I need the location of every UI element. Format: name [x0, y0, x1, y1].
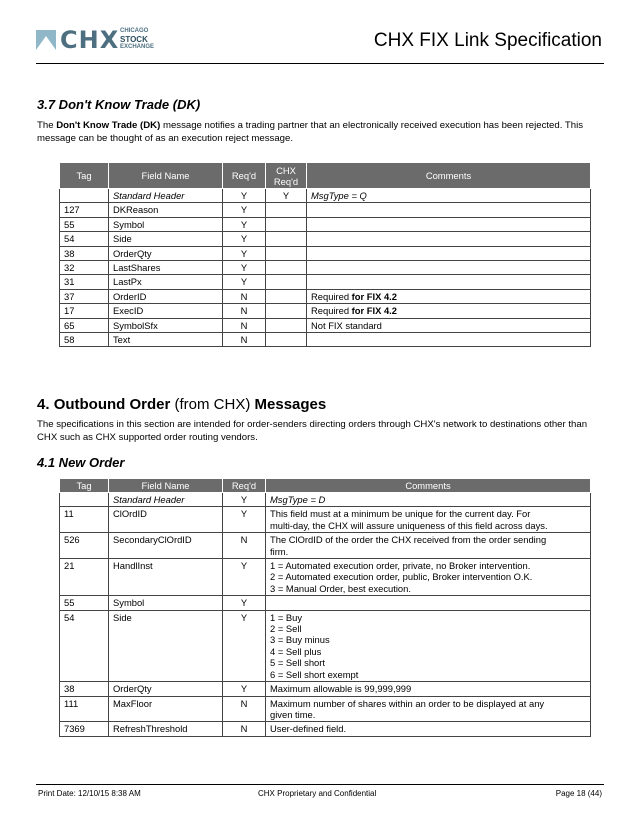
- table-row: [60, 610, 591, 681]
- table-row: [60, 722, 591, 736]
- cell-field-name: ExecID: [109, 304, 223, 318]
- cell-comments: [307, 275, 591, 289]
- table-row: [60, 507, 591, 533]
- section-heading-4: [37, 396, 326, 413]
- col-tag-header: Tag: [60, 163, 109, 189]
- col-comments-header: Comments: [307, 163, 591, 189]
- cell-tag: 65: [60, 318, 109, 332]
- cell-req: Y: [223, 559, 266, 596]
- cell-tag: 55: [60, 217, 109, 231]
- heading-bold-2: Messages: [254, 396, 327, 413]
- cell-comments: [266, 596, 591, 610]
- cell-comments: [307, 189, 591, 203]
- cell-tag: 55: [60, 596, 109, 610]
- comment-line: multi-day, the CHX will assure uniqueness of this field across days.: [270, 519, 548, 531]
- cell-req: Y: [223, 246, 266, 260]
- heading-num: 4.: [37, 396, 54, 413]
- cell-comments: [266, 507, 591, 533]
- table-row: [60, 203, 591, 217]
- cell-tag: 526: [60, 533, 109, 559]
- cell-field-name: LastShares: [109, 261, 223, 275]
- cell-chx-req: Y: [266, 189, 307, 203]
- comment-line: User-defined field.: [270, 723, 347, 735]
- comment-text: Required: [311, 290, 352, 302]
- cell-req: Y: [223, 682, 266, 696]
- section-4-paragraph: The specifications in this section are intended for order-senders directing orders through CHX's network to destinations other than CHX such as CHX supported order routing vendors.: [37, 419, 588, 443]
- table-row: [60, 232, 591, 246]
- logo-subtext: [120, 28, 154, 51]
- cell-tag: 38: [60, 682, 109, 696]
- cell-field-name: HandlInst: [109, 559, 223, 596]
- comment-line: The ClOrdID of the order the CHX received from the order sending: [270, 534, 547, 546]
- print-date: Print Date: 12/10/15 8:38 AM: [38, 789, 141, 798]
- cell-comments: [307, 304, 591, 318]
- cell-comments: [307, 333, 591, 347]
- cell-comments: [266, 533, 591, 559]
- comment-line: [270, 597, 586, 608]
- table-row: [60, 596, 591, 610]
- cell-chx-req: [266, 246, 307, 260]
- table-row: [60, 682, 591, 696]
- cell-field-name: SymbolSfx: [109, 318, 223, 332]
- cell-comments: [307, 232, 591, 246]
- cell-field-name: Side: [109, 610, 223, 681]
- cell-tag: 21: [60, 559, 109, 596]
- cell-tag: 32: [60, 261, 109, 275]
- table-row: [60, 217, 591, 231]
- logo-sub-2: STOCK: [120, 35, 148, 44]
- cell-field-name: Symbol: [109, 217, 223, 231]
- cell-comments: [307, 246, 591, 260]
- cell-req: N: [223, 304, 266, 318]
- cell-tag: [60, 493, 109, 507]
- table-row: [60, 275, 591, 289]
- cell-comments: [266, 610, 591, 681]
- cell-comments: [266, 493, 591, 507]
- cell-field-name: SecondaryClOrdID: [109, 533, 223, 559]
- cell-chx-req: [266, 232, 307, 246]
- col-field-header: Field Name: [109, 163, 223, 189]
- cell-chx-req: [266, 318, 307, 332]
- cell-chx-req: [266, 275, 307, 289]
- cell-req: Y: [223, 189, 266, 203]
- cell-req: N: [223, 722, 266, 736]
- cell-comments: [266, 722, 591, 736]
- cell-req: N: [223, 533, 266, 559]
- table-row: [60, 261, 591, 275]
- table-row: [60, 696, 591, 722]
- table-header-row: [60, 163, 591, 189]
- table-row: [60, 533, 591, 559]
- cell-req: N: [223, 333, 266, 347]
- cell-chx-req: [266, 203, 307, 217]
- comment-line: Maximum allowable is 99,999,999: [270, 683, 412, 695]
- col-chx-req-header: CHX Req'd: [266, 163, 307, 189]
- document-title: CHX FIX Link Specification: [373, 30, 602, 51]
- col-tag-header: Tag: [60, 479, 109, 493]
- cell-tag: 54: [60, 610, 109, 681]
- cell-tag: 38: [60, 246, 109, 260]
- heading-bold-1: Outbound Order: [53, 396, 171, 413]
- col-comments-header: Comments: [266, 479, 591, 493]
- comment-line: 3 = Buy minus: [270, 634, 330, 646]
- comment-text: Required: [311, 305, 352, 317]
- comment-line: 1 = Buy: [270, 611, 303, 623]
- cell-comments: [266, 559, 591, 596]
- cell-tag: 111: [60, 696, 109, 722]
- comment-line: firm.: [270, 545, 289, 557]
- cell-comments: [266, 682, 591, 696]
- chx-logo: [36, 28, 156, 54]
- cell-chx-req: [266, 289, 307, 303]
- cell-field-name: OrderID: [109, 289, 223, 303]
- cell-field-name: Text: [109, 333, 223, 347]
- comment-line: 1 = Automated execution order, private, no Broker intervention.: [270, 560, 531, 572]
- cell-req: Y: [223, 507, 266, 533]
- cell-chx-req: [266, 217, 307, 231]
- table-row: [60, 318, 591, 332]
- cell-req: Y: [223, 493, 266, 507]
- cell-tag: [60, 189, 109, 203]
- comment-line: 2 = Automated execution order, public, Broker intervention O.K.: [270, 571, 533, 583]
- comment-line: 2 = Sell: [270, 623, 302, 635]
- cell-field-name: OrderQty: [109, 682, 223, 696]
- section-heading-4-1: 4.1 New Order: [37, 455, 125, 470]
- cell-field-name: Side: [109, 232, 223, 246]
- cell-comments: [266, 696, 591, 722]
- comment-text: MsgType = Q: [311, 190, 367, 201]
- cell-field-name: Standard Header: [109, 189, 223, 203]
- table-row: [60, 333, 591, 347]
- comment-line: given time.: [270, 708, 316, 720]
- col-field-header: Field Name: [109, 479, 223, 493]
- cell-chx-req: [266, 333, 307, 347]
- logo-sub-1: CHICAGO: [120, 28, 149, 34]
- table-row: [60, 559, 591, 596]
- page-number: Page 18 (44): [555, 789, 602, 798]
- cell-field-name: Standard Header: [109, 493, 223, 507]
- section-3-7-paragraph: [37, 119, 599, 145]
- cell-req: Y: [223, 232, 266, 246]
- para-pre: The: [37, 120, 57, 131]
- page-footer: [36, 784, 604, 798]
- heading-normal: (from CHX): [170, 396, 255, 413]
- cell-req: N: [223, 318, 266, 332]
- col-req-header: Req'd: [223, 163, 266, 189]
- cell-comments: [307, 203, 591, 217]
- cell-req: Y: [223, 217, 266, 231]
- cell-tag: 7369: [60, 722, 109, 736]
- cell-req: N: [223, 289, 266, 303]
- comment-line: This field must at a minimum be unique for the current day. For: [270, 508, 531, 520]
- cell-field-name: RefreshThreshold: [109, 722, 223, 736]
- cell-chx-req: [266, 261, 307, 275]
- cell-tag: 11: [60, 507, 109, 533]
- cell-comments: [307, 289, 591, 303]
- cell-field-name: Symbol: [109, 596, 223, 610]
- logo-wordmark: CHX: [60, 26, 120, 54]
- cell-field-name: MaxFloor: [109, 696, 223, 722]
- table-row: [60, 304, 591, 318]
- comment-line: Maximum number of shares within an order to be displayed at any: [270, 697, 545, 709]
- cell-field-name: DKReason: [109, 203, 223, 217]
- header-rule: [36, 63, 604, 64]
- para-post: message notifies a trading partner that an electronically received execution has been rejected. This message can be thought of as an execution reject message.: [37, 120, 584, 144]
- cell-field-name: OrderQty: [109, 246, 223, 260]
- cell-req: Y: [223, 596, 266, 610]
- col-req-header: Req'd: [223, 479, 266, 493]
- comment-line: 3 = Manual Order, best execution.: [270, 582, 411, 594]
- cell-req: Y: [223, 275, 266, 289]
- comment-bold: for FIX 4.2: [351, 305, 397, 317]
- page-header: [36, 24, 604, 60]
- cell-chx-req: [266, 304, 307, 318]
- cell-field-name: LastPx: [109, 275, 223, 289]
- cell-comments: [307, 261, 591, 275]
- section-heading-3-7: 3.7 Don't Know Trade (DK): [37, 97, 201, 112]
- para-bold: Don't Know Trade (DK): [56, 120, 161, 131]
- table-row: [60, 246, 591, 260]
- cell-comments: [307, 318, 591, 332]
- cell-req: Y: [223, 261, 266, 275]
- table-row: [60, 289, 591, 303]
- cell-tag: 17: [60, 304, 109, 318]
- cell-tag: 37: [60, 289, 109, 303]
- logo-mark-icon: [36, 30, 56, 50]
- comment-line: 5 = Sell short: [270, 657, 325, 669]
- comment-line: 6 = Sell short exempt: [270, 668, 359, 680]
- cell-req: Y: [223, 610, 266, 681]
- cell-req: N: [223, 696, 266, 722]
- table-row: [60, 189, 591, 203]
- cell-req: Y: [223, 203, 266, 217]
- logo-sub-3: EXCHANGE: [120, 44, 155, 50]
- confidentiality-note: CHX Proprietary and Confidential: [258, 789, 377, 798]
- cell-tag: 58: [60, 333, 109, 347]
- dk-message-table: [59, 162, 591, 347]
- new-order-table: [59, 478, 591, 737]
- cell-tag: 54: [60, 232, 109, 246]
- table-row: [60, 493, 591, 507]
- comment-line: 4 = Sell plus: [270, 645, 322, 657]
- table-header-row: [60, 479, 591, 493]
- cell-tag: 127: [60, 203, 109, 217]
- comment-text: Not FIX standard: [311, 319, 382, 331]
- cell-tag: 31: [60, 275, 109, 289]
- cell-comments: [307, 217, 591, 231]
- comment-bold: for FIX 4.2: [351, 290, 397, 302]
- cell-field-name: ClOrdID: [109, 507, 223, 533]
- comment-line: MsgType = D: [270, 494, 326, 505]
